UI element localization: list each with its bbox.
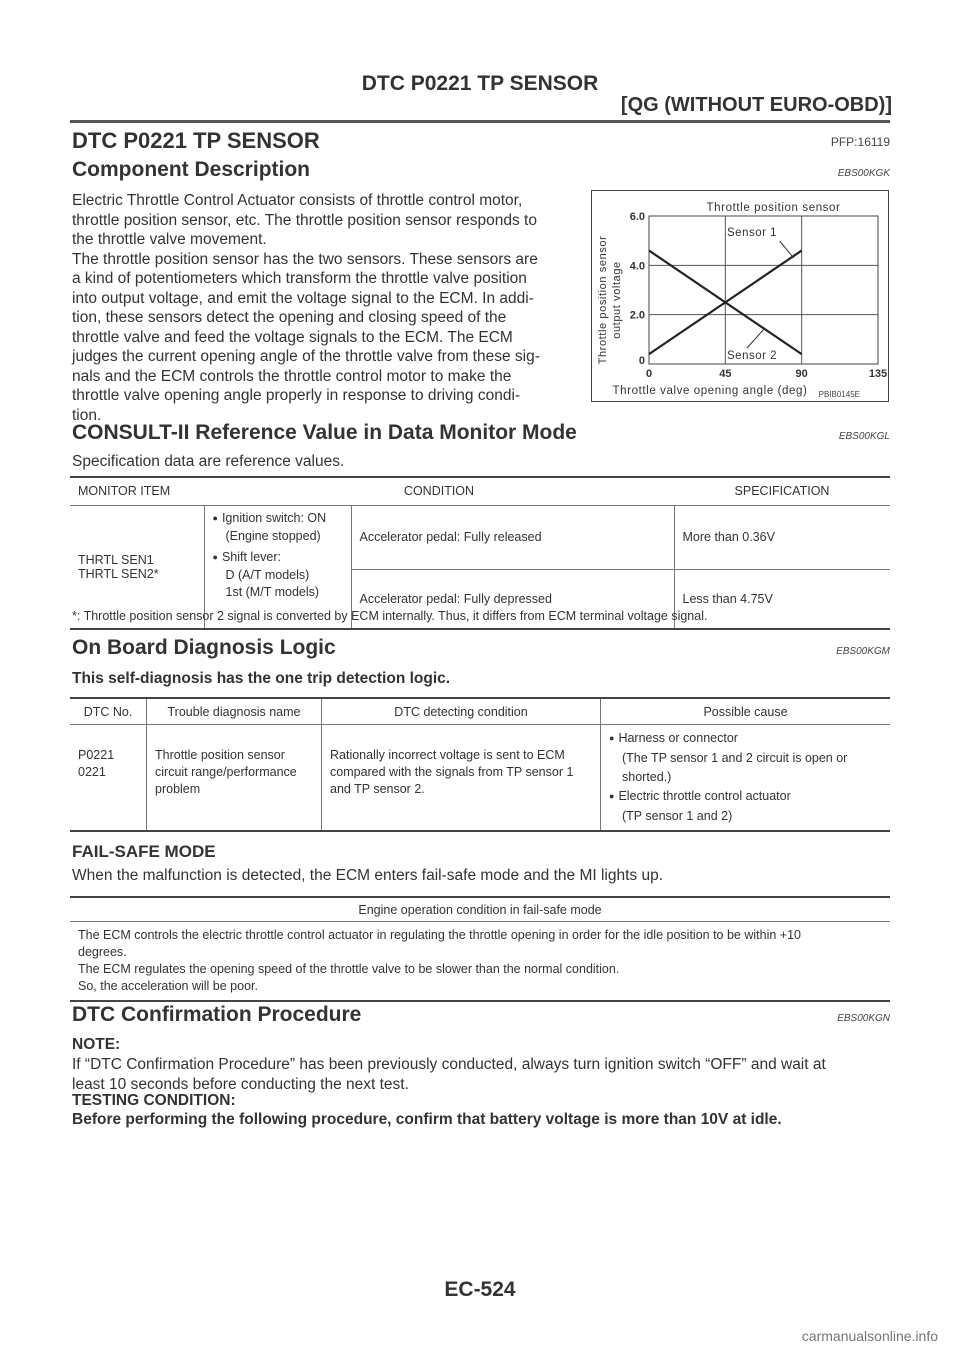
condition-line: Rationally incorrect voltage is sent to ECM	[330, 747, 565, 762]
trouble-name-cell	[147, 724, 322, 831]
text-line: throttle position sensor, etc. The throttle position sensor responds to	[72, 211, 537, 229]
condition-sub: 1st (M/T models)	[225, 584, 320, 599]
series-leader-line	[780, 241, 794, 258]
page-header-title: DTC P0221 TP SENSOR	[361, 72, 599, 95]
consult-table	[70, 476, 890, 630]
note-line: least 10 seconds before conducting the next test.	[72, 1075, 409, 1093]
dtc-no: P0221	[78, 747, 115, 762]
testing-condition-label: TESTING CONDITION:	[72, 1092, 236, 1109]
text-line: tion.	[72, 406, 102, 424]
condition-line: compared with the signals from TP sensor 1	[330, 764, 574, 779]
y-tick-label: 0	[638, 355, 645, 367]
failsafe-line: The ECM controls the electric throttle control actuator in regulating the throttle opening in order for the idle position to be within +10	[78, 928, 801, 942]
failsafe-table	[70, 896, 890, 1002]
trouble-name-line: problem	[155, 781, 201, 796]
x-tick-label: 90	[795, 368, 808, 380]
condition-sub: (Engine stopped)	[225, 528, 321, 543]
confirm-heading: DTC Confirmation Procedure	[72, 1003, 362, 1026]
note-line: If “DTC Confirmation Procedure” has been previously conducted, always turn ignition switch “OFF” and wait at	[72, 1056, 826, 1073]
monitor-item: THRTL SEN1	[78, 552, 154, 567]
condition-sub: D (A/T models)	[225, 567, 310, 582]
text-line: throttle valve and feed the voltage signals to the ECM. The ECM	[72, 328, 513, 346]
cause-sub: shorted.)	[622, 769, 672, 784]
series-leader-line	[747, 329, 764, 348]
col-header-condition: CONDITION	[403, 484, 475, 498]
obd-table	[70, 697, 890, 832]
detecting-condition-cell	[322, 724, 601, 831]
consult-heading: CONSULT-II Reference Value in Data Monitor Mode	[72, 421, 577, 444]
col-header-monitor-item: MONITOR ITEM	[78, 484, 171, 498]
page-header-subtitle: [QG (WITHOUT EURO-OBD)]	[620, 94, 892, 116]
col-header-detecting-condition: DTC detecting condition	[322, 698, 601, 724]
text-line: nals and the ECM controls the throttle control motor to make the	[72, 367, 512, 385]
y-tick-label: 6.0	[629, 211, 645, 223]
component-description-heading: Component Description	[72, 158, 311, 181]
failsafe-heading: FAIL-SAFE MODE	[72, 842, 216, 861]
col-header-specification: SPECIFICATION	[734, 484, 830, 498]
part-number: PFP:16119	[830, 135, 890, 149]
condition-bullet: ● Ignition switch: ON	[213, 510, 343, 528]
y-tick-label: 4.0	[629, 260, 645, 273]
obd-code: EBS00KGM	[836, 646, 890, 657]
note-label: NOTE:	[72, 1036, 121, 1053]
failsafe-line: degrees.	[78, 945, 127, 959]
y-axis-label: Throttle position sensor	[597, 235, 609, 365]
trouble-name-line: circuit range/performance	[155, 764, 297, 779]
condition-line: and TP sensor 2.	[330, 781, 425, 796]
x-axis-label: Throttle valve opening angle (deg)	[612, 385, 808, 397]
series-label: Sensor 1	[727, 227, 778, 239]
chart-svg	[592, 191, 888, 401]
failsafe-line: So, the acceleration will be poor.	[78, 979, 258, 993]
condition-cell: Accelerator pedal: Fully released	[351, 505, 674, 569]
condition-cell: Accelerator pedal: Fully depressed	[351, 569, 674, 629]
obd-intro: This self-diagnosis has the one trip detection logic.	[72, 670, 451, 687]
figure-code: PBIB0145E	[818, 390, 860, 399]
failsafe-table-body	[70, 922, 890, 1002]
series-label: Sensor 2	[727, 350, 778, 362]
obd-heading: On Board Diagnosis Logic	[72, 636, 336, 659]
dtc-no: 0221	[78, 764, 106, 779]
col-header-dtc-no: DTC No.	[83, 705, 133, 719]
cause-sub: (TP sensor 1 and 2)	[622, 808, 733, 823]
chart-title: Throttle position sensor	[706, 202, 841, 214]
component-description-code: EBS00KGK	[837, 168, 890, 179]
x-tick-label: 0	[645, 368, 653, 380]
y-axis-label: output voltage	[611, 261, 623, 339]
confirm-code: EBS00KGN	[837, 1013, 890, 1024]
failsafe-line: The ECM regulates the opening speed of the throttle valve to be slower than the normal condition.	[78, 962, 620, 976]
page-number: EC-524	[444, 1278, 516, 1301]
testing-condition-text: Before performing the following procedure, confirm that battery voltage is more than 10V at idle.	[72, 1111, 782, 1128]
col-header-possible-cause: Possible cause	[601, 698, 891, 724]
text-line: into output voltage, and emit the voltage signal to the ECM. In addi-	[72, 289, 534, 307]
condition-bullet: ● Shift lever:	[213, 549, 343, 567]
spec-cell: More than 0.36V	[674, 505, 890, 569]
text-line: the throttle valve movement.	[72, 231, 267, 248]
consult-intro: Specification data are reference values.	[72, 453, 345, 470]
watermark: carmanualsonline.info	[801, 1328, 938, 1344]
consult-code: EBS00KGL	[838, 431, 890, 442]
text-line: tion, these sensors detect the opening and closing speed of the	[72, 309, 507, 326]
section-title: DTC P0221 TP SENSOR	[72, 128, 320, 153]
x-tick-label: 135	[868, 368, 888, 380]
trouble-name-line: Throttle position sensor	[155, 747, 285, 762]
text-line: judges the current opening angle of the throttle valve from these sig-	[72, 348, 540, 365]
consult-footnote: *: Throttle position sensor 2 signal is converted by ECM internally. Thus, it differs from ECM terminal voltage signal.	[72, 609, 708, 623]
y-tick-label: 2.0	[629, 309, 645, 322]
tp-sensor-chart	[591, 190, 889, 402]
cause-bullet: ● Electric throttle control actuator	[609, 787, 882, 807]
note-text	[72, 1055, 826, 1094]
monitor-item: THRTL SEN2*	[78, 566, 159, 581]
col-header-trouble-name: Trouble diagnosis name	[147, 698, 322, 724]
text-line: The throttle position sensor has the two sensors. These sensors are	[72, 250, 538, 268]
x-tick-label: 45	[719, 368, 732, 380]
header-rule	[70, 120, 890, 123]
text-line: Electric Throttle Control Actuator consists of throttle control motor,	[72, 192, 523, 209]
failsafe-intro: When the malfunction is detected, the ECM enters fail-safe mode and the MI lights up.	[72, 867, 664, 884]
text-line: throttle valve opening angle properly in response to driving condi-	[72, 387, 521, 404]
failsafe-table-header: Engine operation condition in fail-safe mode	[358, 903, 602, 917]
component-description-text	[72, 191, 578, 425]
spec-cell: Less than 4.75V	[674, 569, 890, 629]
possible-cause-cell	[601, 724, 891, 831]
cause-bullet: ● Harness or connector	[609, 729, 882, 749]
dtc-no-cell	[70, 724, 147, 831]
cause-sub: (The TP sensor 1 and 2 circuit is open or	[622, 750, 848, 765]
text-line: a kind of potentiometers which transform the throttle valve position	[72, 270, 527, 287]
